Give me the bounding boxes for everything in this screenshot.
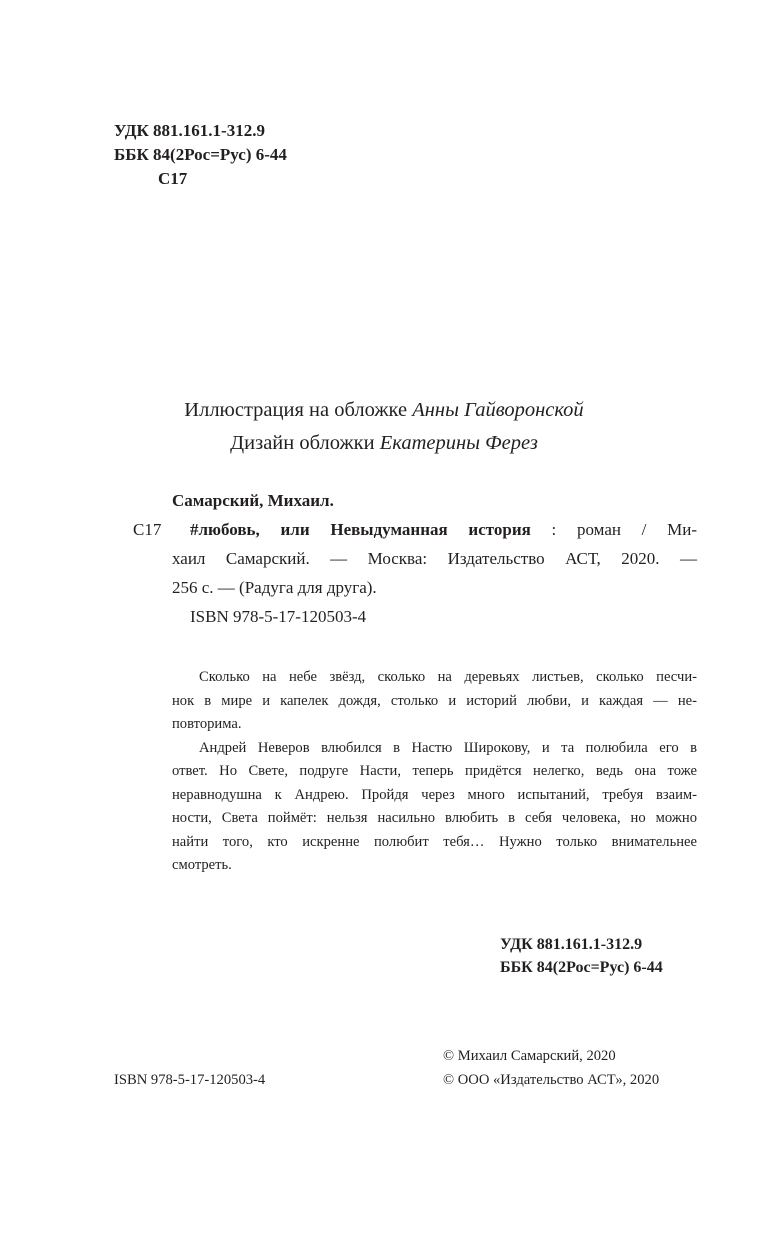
catalog-line2: хаил Самарский. — Москва: Издательство АСТ, 2020. — [172,549,697,568]
abstract-line: повторима. [172,716,242,732]
copyright-author: © Михаил Самарский, 2020 [443,1048,616,1064]
udk-code-bottom: УДК 881.161.1-312.9 [500,936,643,953]
author-mark-top: С17 [158,169,188,188]
illustration-label: Иллюстрация на обложке [184,399,413,421]
catalog-line3: 256 с. — (Радуга для друга). [172,578,377,597]
abstract-line: Сколько на небе звёзд, сколько на деревьях листьев, сколько песчи- [199,669,697,685]
abstract-line: Андрей Неверов влюбился в Настю Широкову, и та полюбила его в [199,740,697,756]
catalog-author: Самарский, Михаил. [172,491,334,510]
book-title: #любовь, или Невыдуманная история [190,520,531,539]
catalog-title-line [190,521,697,538]
abstract-line: найти того, кто искренне полюбит тебя… Нужно только внимательнее [172,834,697,850]
catalog-mark: С17 [133,520,162,539]
design-label: Дизайн обложки [230,432,380,454]
abstract-line: неравнодушна к Андрею. Пройдя через много испытаний, требуя взаим- [172,787,697,803]
designer-name: Екатерины Ферез [379,432,538,454]
illustrator-name: Анны Гайворонской [412,399,584,421]
abstract-line: нок в мире и капелек дождя, столько и историй любви, и каждая — не- [172,693,697,709]
footer-isbn: ISBN 978-5-17-120503-4 [114,1072,266,1088]
copyright-publisher: © ООО «Издательство АСТ», 2020 [443,1072,660,1088]
catalog-line1-rest: : роман / Ми- [530,520,697,539]
abstract-line: ности, Света поймёт: нельзя насильно влюбить в себя человека, но можно [172,810,697,826]
catalog-isbn: ISBN 978-5-17-120503-4 [190,607,367,626]
bbk-code-bottom: ББК 84(2Рос=Рус) 6-44 [500,959,663,976]
bbk-code-top: ББК 84(2Рос=Рус) 6-44 [114,145,287,164]
abstract-line: смотреть. [172,857,232,873]
abstract-line: ответ. Но Свете, подруге Насти, теперь придётся нелегко, ведь она тоже [172,763,697,779]
illustration-credit [0,400,768,421]
design-credit [0,433,768,454]
udk-code-top: УДК 881.161.1-312.9 [114,121,265,140]
